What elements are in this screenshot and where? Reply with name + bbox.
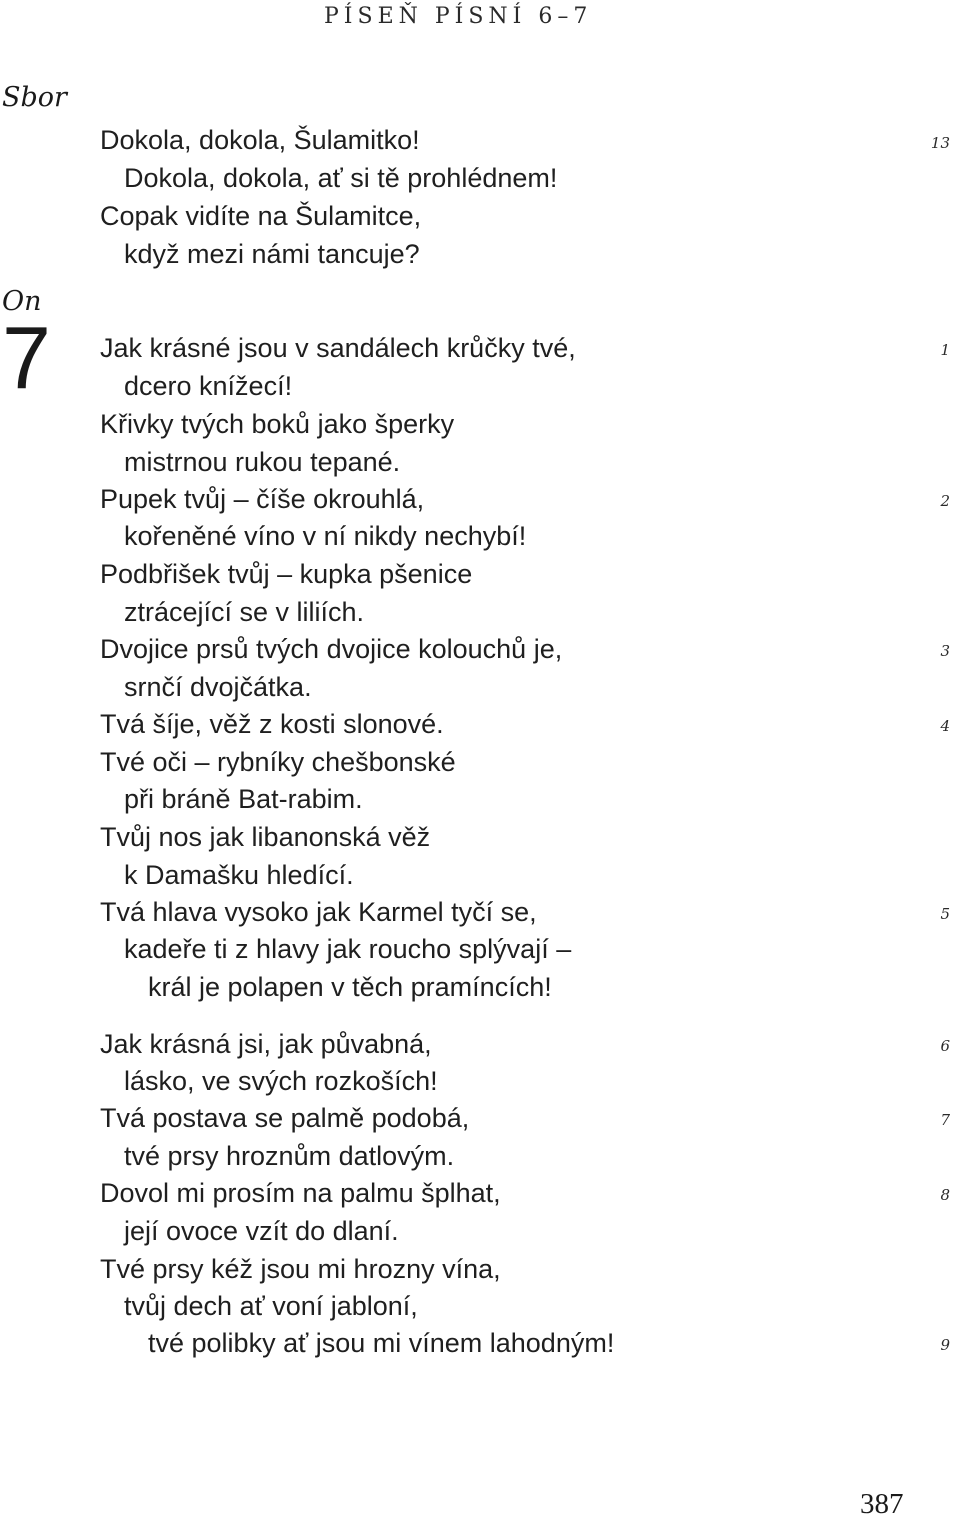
verse-line: Jak krásná jsi, jak půvabná, [100, 1029, 432, 1059]
verse-line: její ovoce vzít do dlaní. [124, 1216, 399, 1246]
verse-number: 13 [930, 134, 950, 152]
verse-number: 6 [940, 1037, 950, 1055]
verse-line: král je polapen v těch pramíncích! [148, 972, 552, 1002]
verse-number: 8 [940, 1186, 950, 1204]
verse-line: Dovol mi prosím na palmu šplhat, [100, 1178, 501, 1208]
verse-line: při bráně Bat-rabim. [124, 784, 363, 814]
verse-line: Tvůj nos jak libanonská věž [100, 822, 431, 852]
verse-number: 3 [940, 642, 950, 660]
verse-line: kadeře ti z hlavy jak roucho splývají – [124, 934, 572, 964]
verse-number: 5 [940, 905, 950, 923]
running-header: PÍSEŇ PÍSNÍ 6–7 [324, 4, 593, 29]
verse-line: Dokola, dokola, ať si tě prohlédnem! [124, 163, 558, 193]
verse-number: 4 [940, 717, 950, 735]
verse-number: 9 [940, 1336, 950, 1354]
verse-line: Jak krásné jsou v sandálech krůčky tvé, [100, 333, 576, 363]
verse-line: Dvojice prsů tvých dvojice kolouchů je, [100, 634, 563, 664]
verse-line: Tvé prsy kéž jsou mi hrozny vína, [100, 1254, 501, 1284]
verse-line: kořeněné víno v ní nikdy nechybí! [124, 521, 527, 551]
verse-line: Křivky tvých boků jako šperky [100, 409, 455, 439]
verse-line: Podbřišek tvůj – kupka pšenice [100, 559, 473, 589]
verse-line: Tvé oči – rybníky chešbonské [100, 747, 456, 777]
speaker-label-on: On [2, 286, 42, 317]
verse-line: dcero knížecí! [124, 371, 293, 401]
verse-line: Copak vidíte na Šulamitce, [100, 201, 422, 231]
verse-line: tvůj dech ať voní jabloní, [124, 1291, 418, 1321]
verse-line: Pupek tvůj – číše okrouhlá, [100, 484, 425, 514]
verse-line: tvé polibky ať jsou mi vínem lahodným! [148, 1328, 615, 1358]
verse-line: když mezi námi tancuje? [124, 239, 420, 269]
verse-number: 2 [940, 492, 950, 510]
verse-line: Tvá postava se palmě podobá, [100, 1103, 470, 1133]
verse-line: k Damašku hledící. [124, 860, 354, 890]
verse-number: 7 [940, 1111, 950, 1129]
page-number: 387 [860, 1488, 904, 1520]
verse-line: lásko, ve svých rozkoších! [124, 1066, 438, 1096]
verse-line: mistrnou rukou tepané. [124, 447, 401, 477]
verse-line: tvé prsy hroznům datlovým. [124, 1141, 455, 1171]
verse-line: Tvá šíje, věž z kosti slonové. [100, 709, 444, 739]
speaker-label-sbor: Sbor [2, 82, 67, 113]
verse-line: Dokola, dokola, Šulamitko! [100, 125, 420, 155]
chapter-number: 7 [2, 308, 51, 407]
verse-line: ztrácející se v liliích. [124, 597, 365, 627]
verse-number: 1 [940, 341, 950, 359]
verse-line: srnčí dvojčátka. [124, 672, 312, 702]
verse-line: Tvá hlava vysoko jak Karmel tyčí se, [100, 897, 537, 927]
